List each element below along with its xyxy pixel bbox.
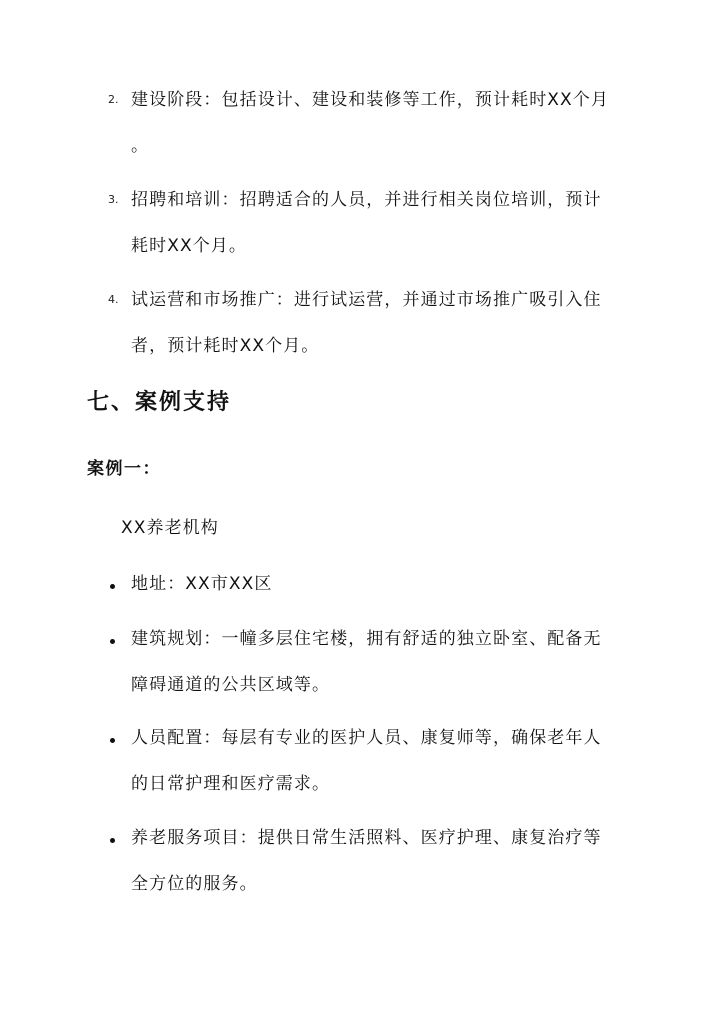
bullet-staff-line2: 的日常护理和医疗需求。 <box>131 774 331 794</box>
step-2-text-line1: 建设阶段：包括设计、建设和装修等工作，预计耗时XX个月 <box>131 90 609 110</box>
step-3-number: 3. <box>108 193 119 206</box>
bullet-building-line2: 障碍通道的公共区域等。 <box>131 675 331 695</box>
bullet-building-line1: 建筑规划：一幢多层住宅楼，拥有舒适的独立卧室、配备无 <box>131 629 602 649</box>
step-2-text-line2: 。 <box>131 136 150 156</box>
step-4-number: 4. <box>108 293 119 306</box>
step-3-text-line2: 耗时XX个月。 <box>131 236 247 256</box>
section-title: 七、案例支持 <box>87 390 232 415</box>
bullet-dot <box>110 639 115 644</box>
bullet-dot <box>110 738 115 743</box>
step-2-number: 2. <box>108 93 119 106</box>
bullet-staff-line1: 人员配置：每层有专业的医护人员、康复师等，确保老年人 <box>131 728 602 748</box>
bullet-services-line2: 全方位的服务。 <box>131 874 258 894</box>
step-3-text-line1: 招聘和培训：招聘适合的人员，并进行相关岗位培训，预计 <box>131 190 602 210</box>
bullet-services-line1: 养老服务项目：提供日常生活照料、医疗护理、康复治疗等 <box>131 828 602 848</box>
step-4-text-line1: 试运营和市场推广：进行试运营，并通过市场推广吸引入住 <box>131 290 602 310</box>
bullet-address-line1: 地址：XX市XX区 <box>131 574 273 594</box>
step-4-text-line2: 者，预计耗时XX个月。 <box>131 336 320 356</box>
case-name: XX养老机构 <box>121 518 219 538</box>
bullet-dot <box>110 838 115 843</box>
bullet-dot <box>110 584 115 589</box>
case-title: 案例一： <box>87 459 161 479</box>
